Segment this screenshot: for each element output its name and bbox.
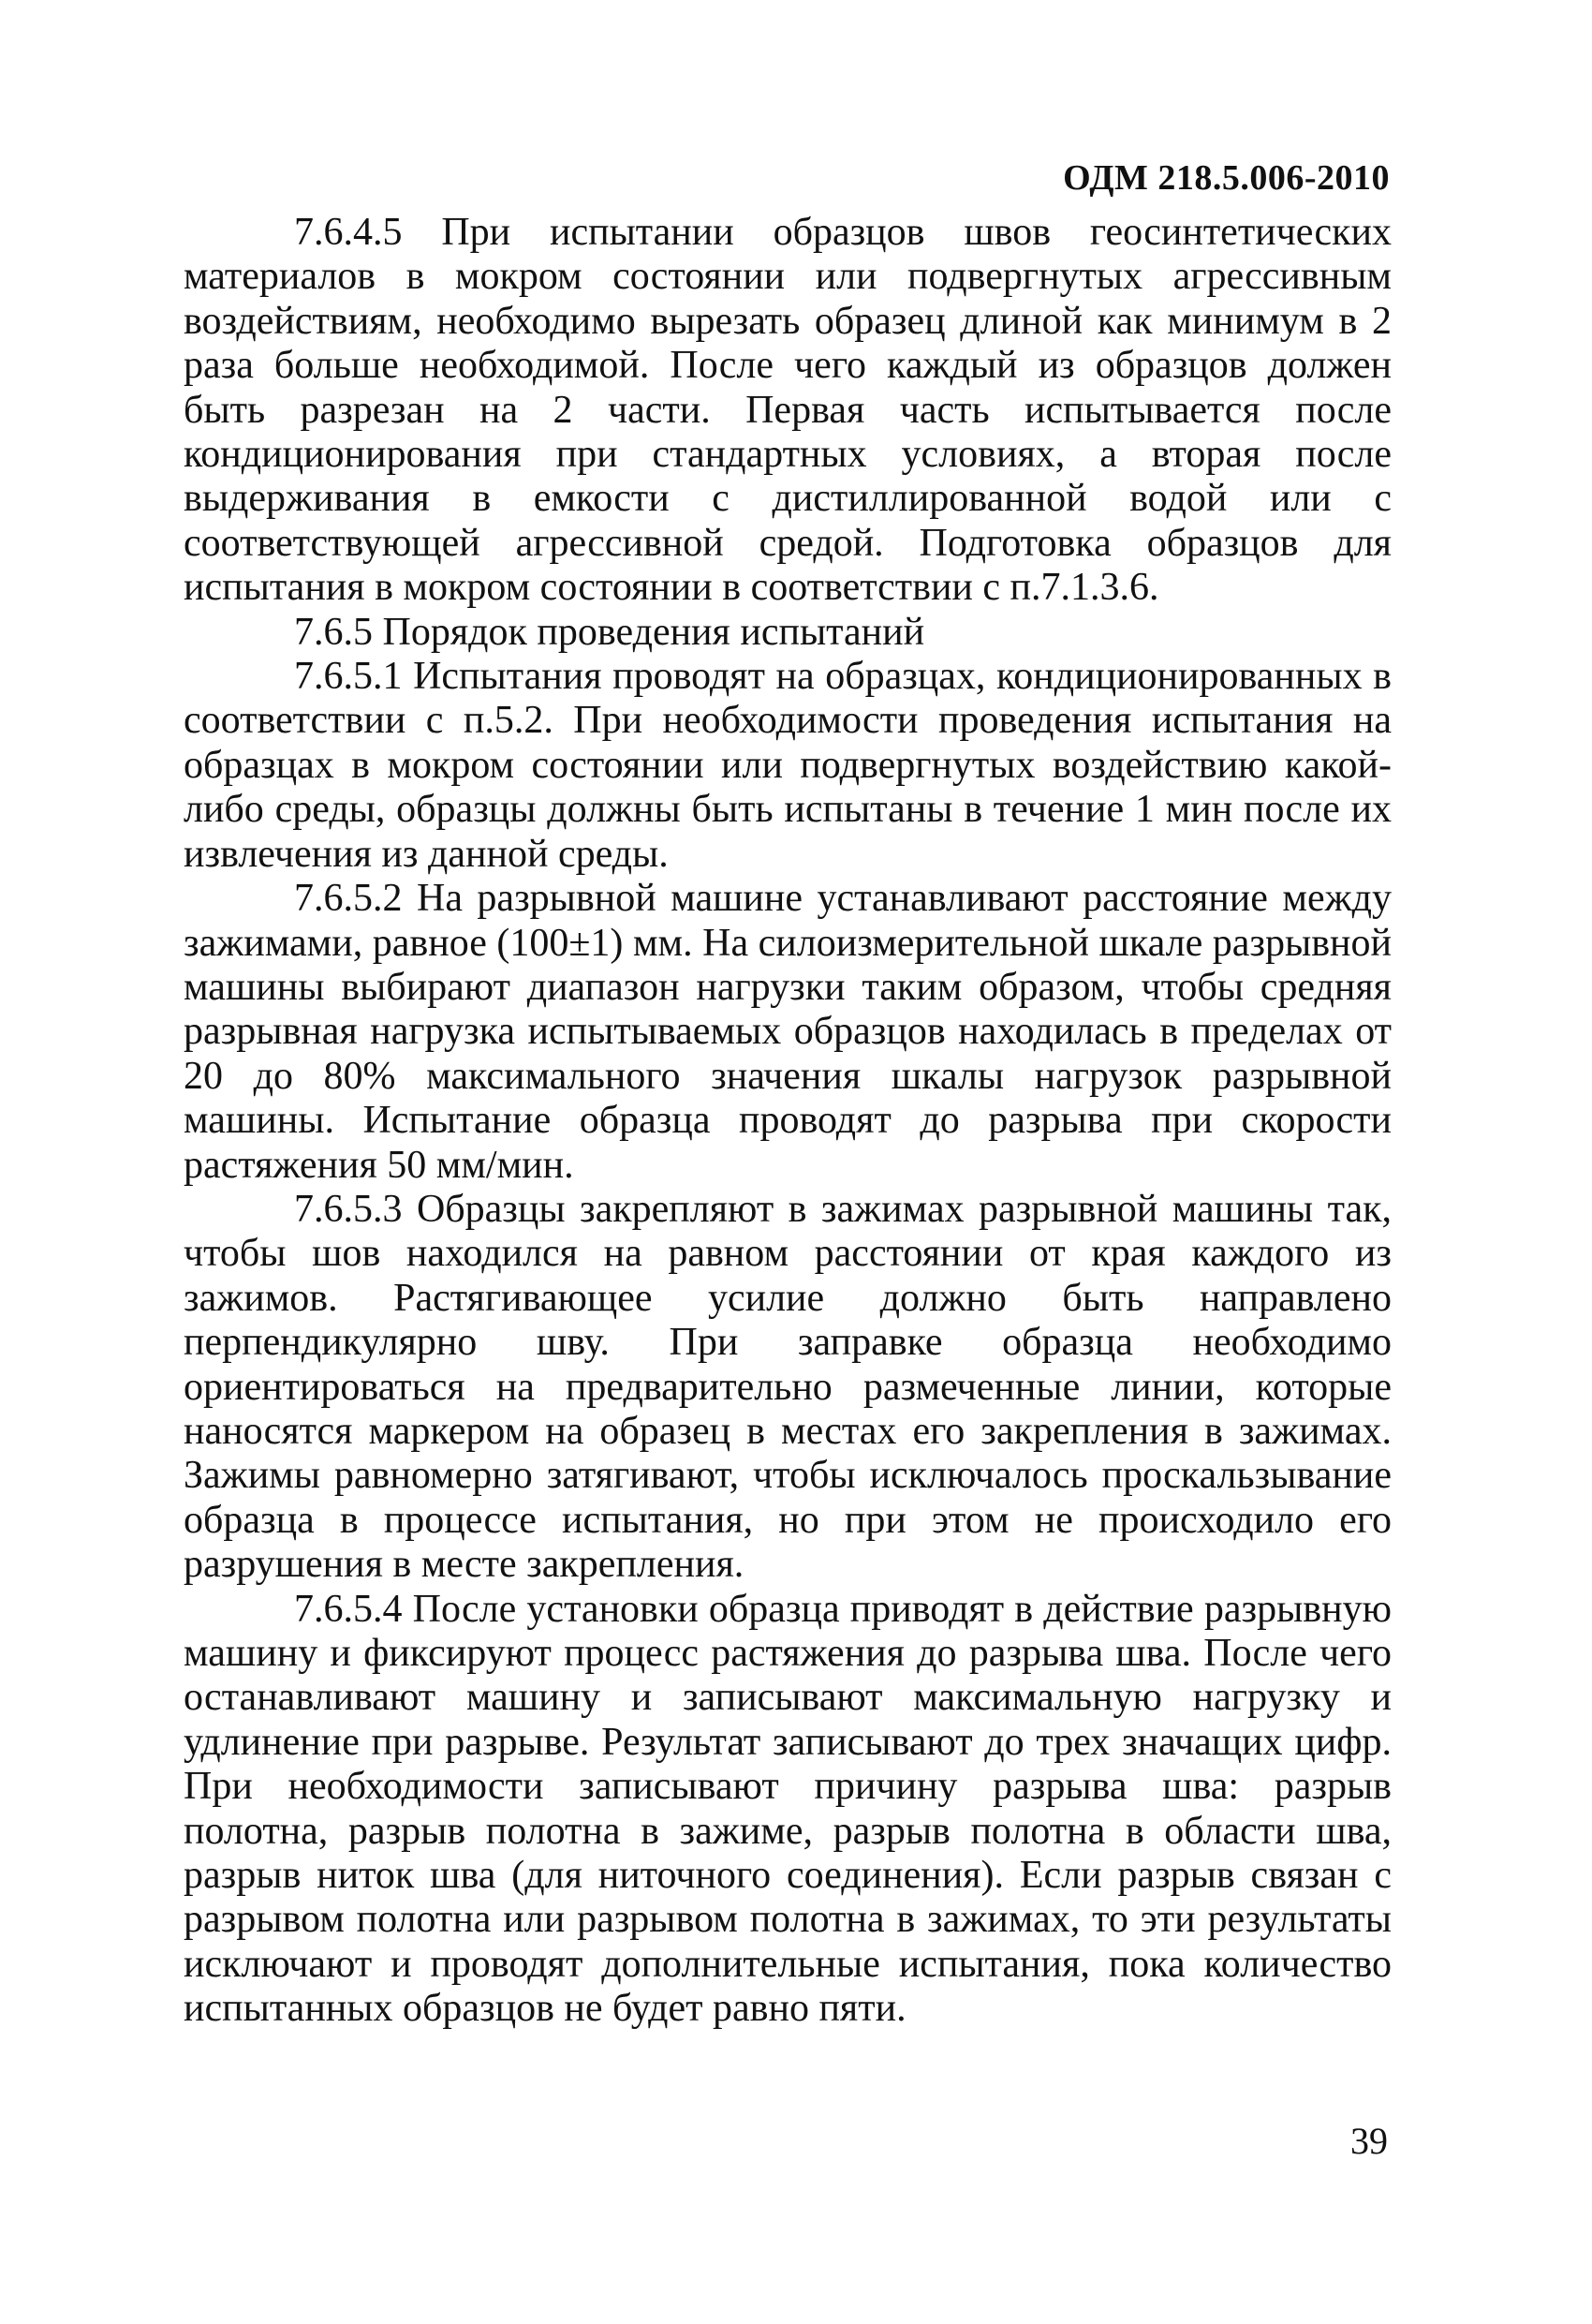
paragraph-7-6-5-1: 7.6.5.1 Испытания проводят на образцах, кондиционированных в соответствии с п.5.2. При необходимости проведения испытания на образцах в мокром состоянии или подвергнутых воздействию какой-либо среды, образцы должны быть испытаны в течение 1 мин после их извлечения из данной среды. [184, 655, 1392, 876]
paragraph-7-6-5-4: 7.6.5.4 После установки образца приводят в действие разрывную машину и фиксируют процесс растяжения до разрыва шва. После чего останавливают машину и записывают максимальную нагрузку и удлинение при разрыве. Результат записывают до трех значащих цифр. При необходимости записывают причину разрыва шва: разрыв полотна, разрыв полотна в зажиме, разрыв полотна в области шва, разрыв ниток шва (для ниточного соединения). Если разрыв связан с разрывом полотна или разрывом полотна в зажимах, то эти результаты исключают и проводят дополнительные испытания, пока количество испытанных образцов не будет равно пяти. [184, 1587, 1392, 2031]
paragraph-7-6-5-3: 7.6.5.3 Образцы закрепляют в зажимах разрывной машины так, чтобы шов находился на равном расстоянии от края каждого из зажимов. Растягивающее усилие должно быть направлено перпендикулярно шву. При заправке образца необходимо ориентироваться на предварительно размеченные линии, которые наносятся маркером на образец в местах его закрепления в зажимах. Зажимы равномерно затягивают, чтобы исключалось проскальзывание образца в процессе испытания, но при этом не происходило его разрушения в месте закрепления. [184, 1187, 1392, 1587]
document-code: ОДМ 218.5.006-2010 [1063, 158, 1390, 198]
page-number: 39 [1350, 2120, 1388, 2162]
paragraph-7-6-4-5: 7.6.4.5 При испытании образцов швов геосинтетических материалов в мокром состоянии или подвергнутых агрессивным воздействиям, необходимо вырезать образец длиной как минимум в 2 раза больше необходимой. После чего каждый из образцов должен быть разрезан на 2 части. Первая часть испытывается после кондиционирования при стандартных условиях, а вторая после выдерживания в емкости с дистиллированной водой или с соответствующей агрессивной средой. Подготовка образцов для испытания в мокром состоянии в соответствии с п.7.1.3.6. [184, 211, 1392, 610]
body-text [184, 211, 1392, 2032]
paragraph-7-6-5-2: 7.6.5.2 На разрывной машине устанавливают расстояние между зажимами, равное (100±1) мм. На силоизмерительной шкале разрывной машины выбирают диапазон нагрузки таким образом, чтобы средняя разрывная нагрузка испытываемых образцов находилась в пределах от 20 до 80% максимального значения шкалы нагрузок разрывной машины. Испытание образца проводят до разрыва при скорости растяжения 50 мм/мин. [184, 877, 1392, 1187]
section-heading-7-6-5: 7.6.5 Порядок проведения испытаний [294, 610, 925, 654]
